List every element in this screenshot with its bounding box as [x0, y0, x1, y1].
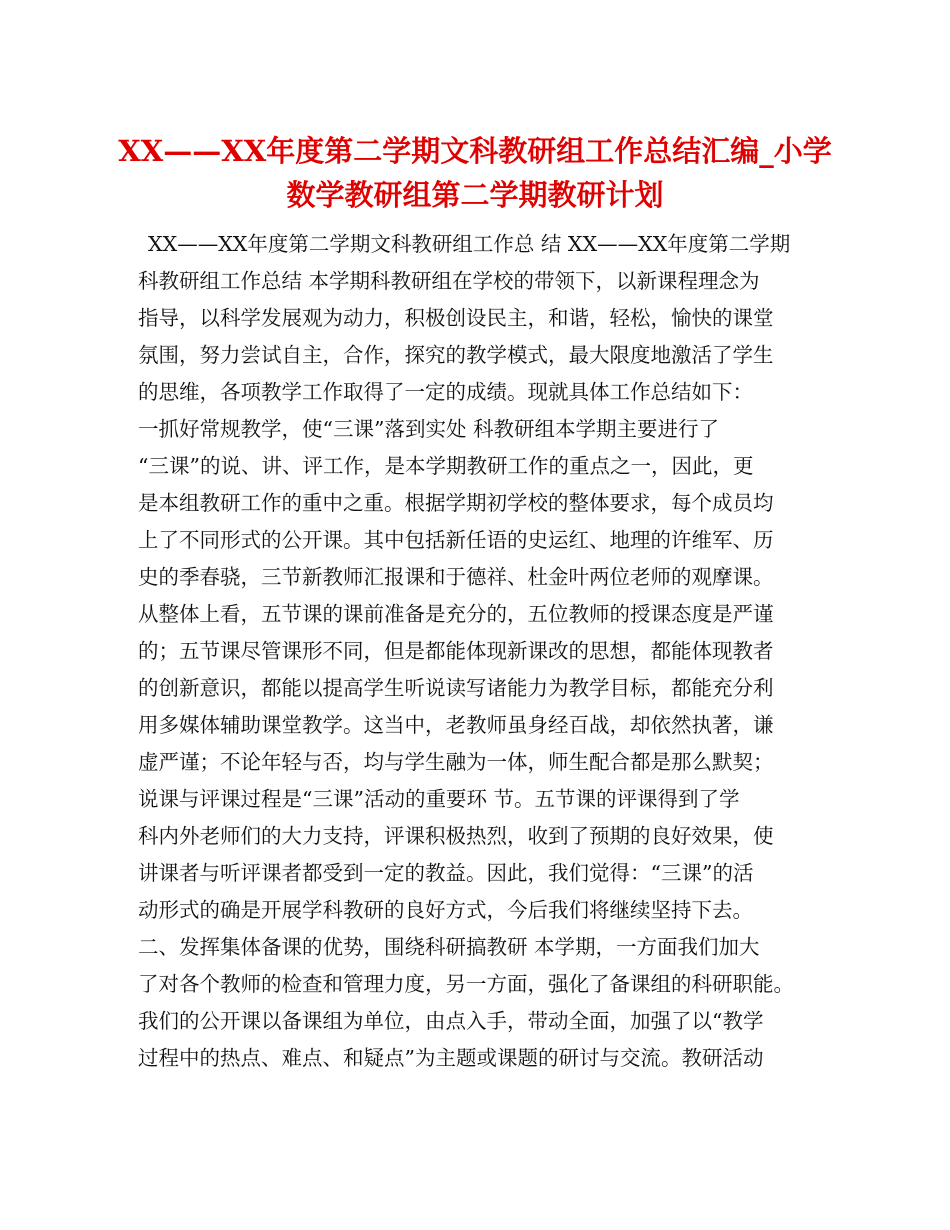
body-line: 过程中的热点、难点、和疑点”为主题或课题的研讨与交流。教研活动 [138, 1046, 764, 1070]
body-line: 虚严谨；不论年轻与否，均与学生融为一体，师生配合都是那么默契； [138, 750, 774, 774]
body-line: 的创新意识，都能以提高学生听说读写诸能力为教学目标，都能充分利 [138, 676, 774, 700]
body-line: 说课与评课过程是“三课”活动的重要环 节。五节课的评课得到了学 [138, 787, 740, 811]
body-line: 史的季春骁，三节新教师汇报课和于德祥、杜金叶两位老师的观摩课。 [138, 565, 774, 589]
body-line: XX——XX年度第二学期文科教研组工作总 结 XX——XX年度第二学期 [148, 232, 791, 256]
body-line: 科内外老师们的大力支持，评课积极热烈，收到了预期的良好效果，使 [138, 824, 774, 848]
body-line: 指导，以科学发展观为动力，积极创设民主，和谐，轻松，愉快的课堂 [138, 306, 774, 330]
body-line: 用多媒体辅助课堂教学。这当中，老教师虽身经百战，却依然执著，谦 [138, 713, 774, 737]
body-line: 讲课者与听评课者都受到一定的教益。因此，我们觉得：“三课”的活 [138, 861, 754, 885]
document-body [138, 226, 828, 1077]
body-line: 上了不同形式的公开课。其中包括新任语的史运红、地理的许维军、历 [138, 528, 774, 552]
body-line: 二、发挥集体备课的优势，围绕科研搞教研 本学期，一方面我们加大 [138, 935, 760, 959]
body-line: 一抓好常规教学，使“三课”落到实处 科教研组本学期主要进行了 [138, 417, 719, 441]
body-line: 了对各个教师的检查和管理力度，另一方面，强化了备课组的科研职能。 [138, 972, 794, 996]
body-line: 是本组教研工作的重中之重。根据学期初学校的整体要求，每个成员均 [138, 491, 774, 515]
body-line: 氛围，努力尝试自主，合作，探究的教学模式，最大限度地激活了学生 [138, 343, 774, 367]
body-line: 从整体上看，五节课的课前准备是充分的，五位教师的授课态度是严谨 [138, 602, 774, 626]
document-title-line-1: XX——XX年度第二学期文科教研组工作总结汇编_小学 [118, 134, 832, 168]
body-line: 动形式的确是开展学科教研的良好方式，今后我们将继续坚持下去。 [138, 898, 753, 922]
body-line: 的；五节课尽管课形不同，但是都能体现新课改的思想，都能体现教者 [138, 639, 774, 663]
document-title-line-2: 数学教研组第二学期教研计划 [286, 178, 664, 212]
body-line: 我们的公开课以备课组为单位，由点入手，带动全面，加强了以“教学 [138, 1009, 764, 1033]
body-line: “三课”的说、讲、评工作，是本学期教研工作的重点之一，因此，更 [138, 454, 754, 478]
body-line: 科教研组工作总结 本学期科教研组在学校的带领下，以新课程理念为 [138, 269, 760, 293]
body-line: 的思维，各项教学工作取得了一定的成绩。现就具体工作总结如下： [138, 380, 753, 404]
